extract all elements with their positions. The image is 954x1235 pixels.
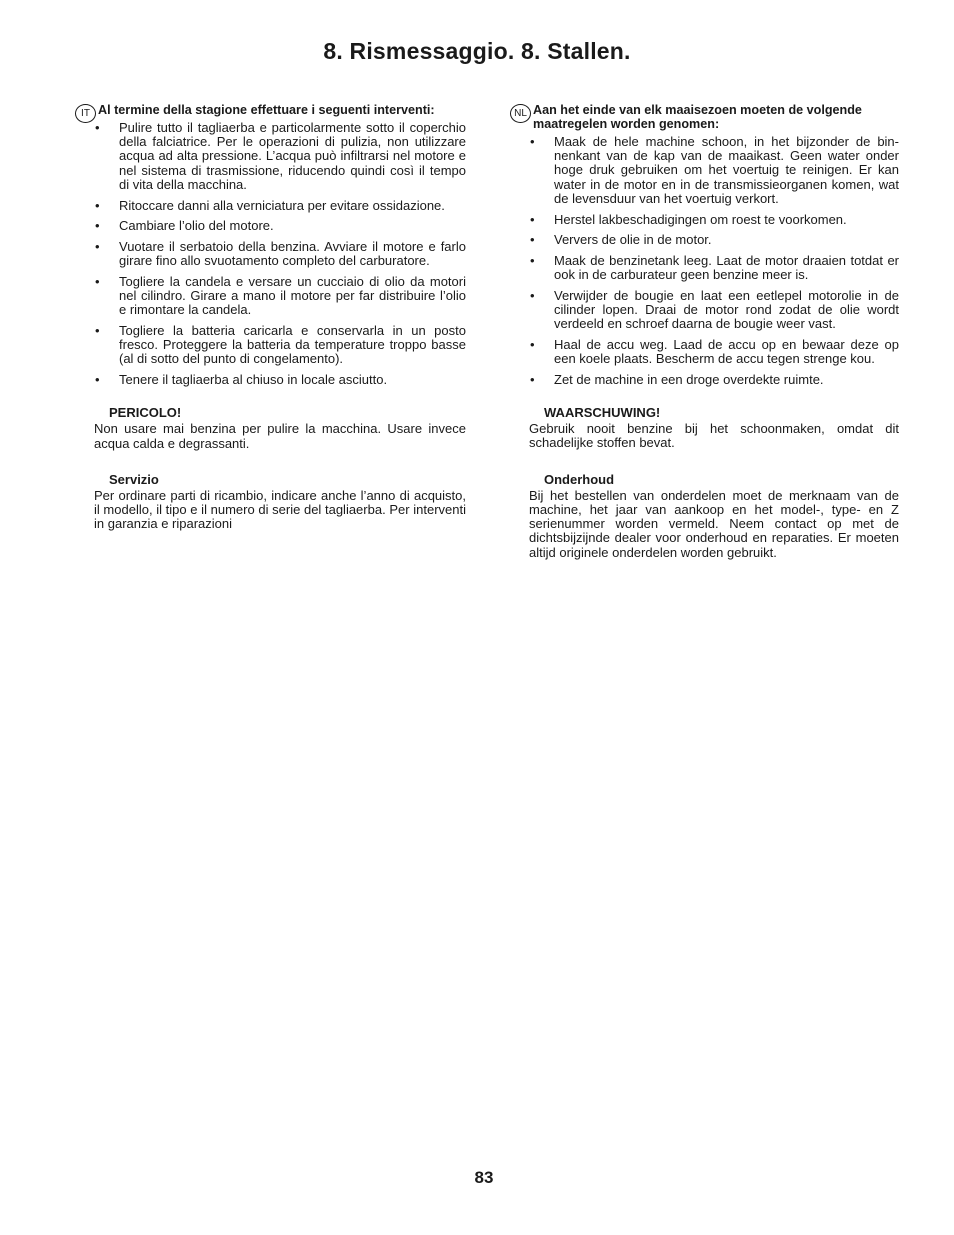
italian-column (81, 103, 466, 532)
list-item: • Ververs de olie in de motor. (530, 232, 712, 248)
bullet-icon: • (95, 273, 100, 289)
nl-service-text: Bij het bestellen van onderdelen moet de merknaam van de machine, het jaar van aankoop en het model-, type- en Z serienummer worden vermeld. Neem contact op met de dichtsbijzijnde dealer voor onderhoud en reparaties. Er moeten altijd originele onderdelen worden gebruikt. (529, 487, 899, 560)
it-warning-text: Non usare mai benzina per pulire la macchina. Usare invece acqua calda e degrassanti. (94, 421, 466, 451)
page-title: 8. Rismessaggio. 8. Stallen. (323, 38, 631, 64)
bullet-icon: • (530, 232, 535, 248)
list-item: • Ritoccare danni alla verniciatura per evitare ossidazione. (95, 197, 445, 213)
list-item: • Zet de machine in een droge overdekte ruimte. (530, 371, 824, 387)
it-warning-heading: PERICOLO! (109, 405, 182, 421)
bullet-icon: • (530, 371, 535, 387)
page-number: 83 (474, 1168, 494, 1187)
nl-service-heading: Onderhoud (544, 471, 615, 487)
bullet-icon: • (530, 134, 535, 149)
it-language-badge: IT (75, 104, 96, 123)
list-item: • Maak de benzinetank leeg. Laat de motor draaien totdat er ook in de carburateur geen benzine meer is. (530, 252, 899, 283)
bullet-icon: • (95, 372, 100, 388)
bullet-icon: • (95, 120, 100, 135)
list-item: • Pulire tutto il tagliaerba e particolarmente sotto il coperchio della falciatrice. Per le operazioni di pulizia, non utilizzare acqua ad alta pressione. L’acqua può infiltrarsi nel motore e nel sistema di trasmissione, riducendo quindi così il tempo di vita della macchina. (95, 120, 466, 192)
bullet-icon: • (530, 336, 535, 352)
nl-intro-text: Aan het einde van elk maaisezoen moeten de volgende maatregelen worden genomen: (533, 103, 862, 131)
bullet-icon: • (530, 252, 535, 268)
bullet-icon: • (530, 211, 535, 227)
it-intro (81, 103, 466, 119)
list-item: • Togliere la batteria caricarla e conservarla in un posto fresco. Proteggere la batteria da temperature troppo basse (al di sotto del punto di congelamento). (95, 322, 466, 367)
list-item: • Maak de hele machine schoon, in het bijzonder de bin-nenkant van de kap van de maaikast. Geen water onder hoge druk gebruiken om het voertuig te reinigen. Er kan water in de motor en in de transmissieorganen komen, wat de levensduur van het voertuig verkort. (530, 134, 899, 206)
bullet-icon: • (95, 238, 100, 254)
bullet-icon: • (95, 197, 100, 213)
nl-warning-text: Gebruik nooit benzine bij het schoonmaken, omdat dit schadelijke stoffen bevat. (529, 421, 899, 451)
it-service-heading: Servizio (109, 471, 159, 487)
list-item: • Cambiare l’olio del motore. (95, 218, 274, 234)
bullet-icon: • (95, 218, 100, 234)
list-item: • Herstel lakbeschadigingen om roest te voorkomen. (530, 211, 847, 227)
list-item: • Verwijder de bougie en laat een eetlepel motorolie in de cilinder lopen. Draai de motor rond zodat de olie wordt verdeeld en schroef daarna de bougie weer vast. (530, 287, 899, 332)
list-item: • Vuotare il serbatoio della benzina. Avviare il motore e farlo girare fino allo svuotamento completo del carburatore. (95, 238, 466, 269)
list-item: • Togliere la candela e versare un cucciaio di olio da motori nel cilindro. Girare a mano il motore per far distribuire l’olio e rimontare la candela. (95, 273, 466, 318)
bullet-icon: • (530, 287, 535, 303)
nl-language-badge: NL (510, 104, 531, 123)
it-steps-list (94, 121, 466, 387)
bullet-icon: • (95, 322, 100, 338)
list-item: • Haal de accu weg. Laad de accu op en bewaar deze op een koele plaats. Bescherm de accu tegen strenge kou. (530, 336, 899, 367)
nl-steps-list (529, 135, 899, 387)
nl-intro (514, 103, 899, 131)
it-intro-text: Al termine della stagione effettuare i seguenti interventi: (98, 103, 435, 117)
nl-warning-heading: WAARSCHUWING! (544, 405, 661, 421)
list-item: • Tenere il tagliaerba al chiuso in locale asciutto. (95, 372, 388, 388)
dutch-column (514, 103, 899, 560)
it-service-text: Per ordinare parti di ricambio, indicare anche l’anno di acquisto, il modello, il tipo e il numero di serie del tagliaerba. Per interventi in garanzia e riparazioni (94, 488, 466, 532)
